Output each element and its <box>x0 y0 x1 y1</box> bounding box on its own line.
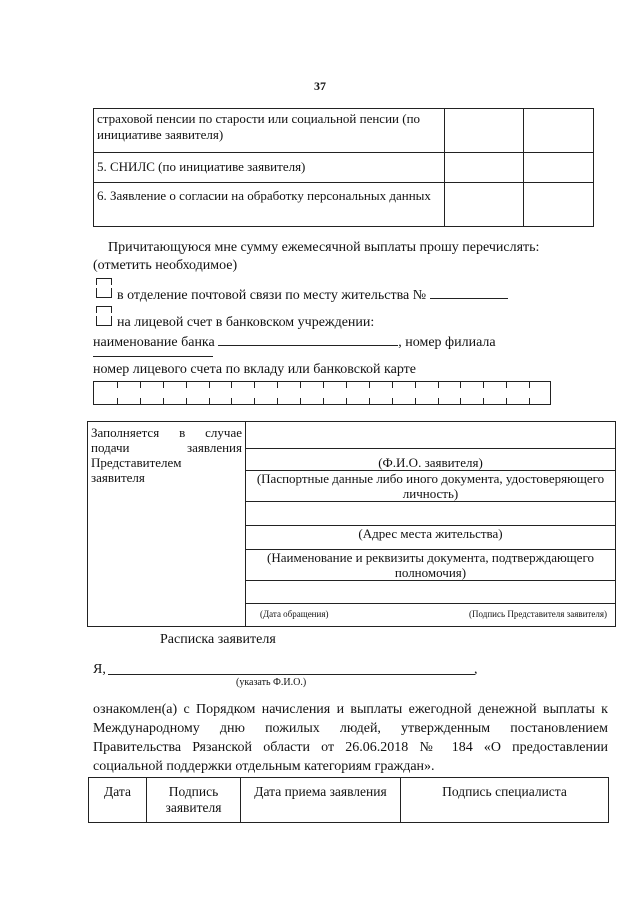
receipt-title: Расписка заявителя <box>160 632 276 647</box>
account-digit-separator <box>323 398 324 404</box>
account-digit-separator <box>117 382 118 388</box>
post-checkbox[interactable] <box>96 288 112 298</box>
table-row <box>88 422 616 449</box>
account-digit-separator <box>506 398 507 404</box>
account-digit-separator <box>460 382 461 388</box>
table-cell <box>524 183 594 227</box>
header-receipt-date: Дата приема заявления <box>241 778 401 823</box>
representative-note <box>88 422 246 627</box>
date-caption: (Дата обращения) <box>260 609 329 619</box>
payment-intro: Причитающуюся мне сумму ежемесячной выплаты прошу перечислять: <box>108 240 540 255</box>
table-row <box>94 153 594 183</box>
account-digit-separator <box>277 382 278 388</box>
account-label: номер лицевого счета по вкладу или банковской карте <box>93 362 416 377</box>
bank-name-field[interactable] <box>218 331 398 346</box>
bank-checkbox[interactable] <box>96 316 112 326</box>
table-row <box>94 183 594 227</box>
account-digit-separator <box>369 398 370 404</box>
acceptance-table <box>88 777 609 823</box>
account-digit-separator <box>140 398 141 404</box>
account-digit-separator <box>438 398 439 404</box>
account-digit-separator <box>186 398 187 404</box>
account-digit-separator <box>323 382 324 388</box>
payment-note: (отметить необходимое) <box>93 258 238 273</box>
account-digit-separator <box>254 398 255 404</box>
table-row <box>89 778 609 823</box>
table-cell: страховой пенсии по старости или социальной пенсии (по инициативе заявителя) <box>94 109 445 153</box>
bank-checkbox-top <box>96 306 112 313</box>
account-digit-separator <box>483 398 484 404</box>
account-number-field[interactable] <box>93 381 551 405</box>
receipt-line-3: Правительства Рязанской области от 26.06.2018 № 184 «О предоставлении <box>93 740 608 755</box>
table-cell: 5. СНИЛС (по инициативе заявителя) <box>94 153 445 183</box>
table-cell <box>524 153 594 183</box>
address-caption: (Адрес места жительства) <box>246 526 616 550</box>
page-number: 37 <box>314 79 326 93</box>
representative-table <box>87 421 616 627</box>
passport-caption: (Паспортные данные либо иного документа, удостоверяющего личность) <box>246 471 616 502</box>
account-digit-separator <box>163 382 164 388</box>
table-cell <box>445 153 524 183</box>
account-digit-separator <box>300 398 301 404</box>
account-digit-separator <box>117 398 118 404</box>
account-digit-separator <box>231 382 232 388</box>
receipt-line-1: ознакомлен(а) с Порядком начисления и выплаты ежегодной денежной выплаты к <box>93 702 608 717</box>
fio-caption: (Ф.И.О. заявителя) <box>246 449 616 471</box>
date-signature-cell <box>246 581 616 627</box>
account-digit-separator <box>392 398 393 404</box>
receipt-line-4: социальной поддержки отдельным категориям граждан». <box>93 759 435 774</box>
receipt-text <box>93 700 608 776</box>
receipt-i-label: Я, <box>93 662 106 677</box>
account-digit-separator <box>277 398 278 404</box>
receipt-line-2: Международному дню пожилых людей, утвержденным постановлением <box>93 721 608 736</box>
table-cell <box>445 183 524 227</box>
account-digit-separator <box>186 382 187 388</box>
account-digit-separator <box>460 398 461 404</box>
header-specialist-signature: Подпись специалиста <box>401 778 609 823</box>
account-digit-separator <box>415 382 416 388</box>
authority-caption: (Наименование и реквизиты документа, подтверждающего полномочия) <box>246 550 616 581</box>
fio-field[interactable] <box>246 422 616 449</box>
bank-name-label: наименование банка <box>93 335 215 350</box>
account-digit-separator <box>163 398 164 404</box>
account-digit-separator <box>209 382 210 388</box>
option-post-label <box>117 284 508 305</box>
account-digit-separator <box>529 382 530 388</box>
bank-name-line <box>93 331 496 352</box>
receipt-comma: , <box>474 662 478 677</box>
rep-note-line-2: подачи заявления <box>91 440 242 455</box>
header-date: Дата <box>89 778 147 823</box>
post-checkbox-top <box>96 278 112 285</box>
address-field[interactable] <box>246 502 616 526</box>
branch-number-field[interactable] <box>93 356 213 357</box>
account-digit-separator <box>231 398 232 404</box>
account-digit-separator <box>438 382 439 388</box>
signature-caption: (Подпись Представителя заявителя) <box>469 609 607 619</box>
account-digit-separator <box>369 382 370 388</box>
account-digit-separator <box>529 398 530 404</box>
table-cell <box>524 109 594 153</box>
branch-label: , номер филиала <box>398 335 496 350</box>
header-applicant-signature: Подпись заявителя <box>147 778 241 823</box>
post-office-number-field[interactable] <box>430 284 508 299</box>
account-digit-separator <box>483 382 484 388</box>
rep-note-line-4: заявителя <box>91 470 145 485</box>
account-digit-separator <box>506 382 507 388</box>
account-digit-separator <box>209 398 210 404</box>
option-post-text: в отделение почтовой связи по месту жительства № <box>117 288 427 303</box>
rep-note-line-3: Представителем <box>91 455 182 470</box>
account-digit-separator <box>254 382 255 388</box>
account-digit-separator <box>415 398 416 404</box>
rep-note-line-1: Заполняется в случае <box>91 425 242 440</box>
account-digit-separator <box>392 382 393 388</box>
account-digit-separator <box>346 382 347 388</box>
receipt-fio-hint: (указать Ф.И.О.) <box>236 677 307 688</box>
table-cell: 6. Заявление о согласии на обработку персональных данных <box>94 183 445 227</box>
account-digit-separator <box>346 398 347 404</box>
table-row <box>94 109 594 153</box>
option-bank-label: на лицевой счет в банковском учреждении: <box>117 315 375 330</box>
table-cell <box>445 109 524 153</box>
account-digit-separator <box>140 382 141 388</box>
documents-table <box>93 108 594 227</box>
account-digit-separator <box>300 382 301 388</box>
receipt-fio-field[interactable] <box>108 674 475 675</box>
